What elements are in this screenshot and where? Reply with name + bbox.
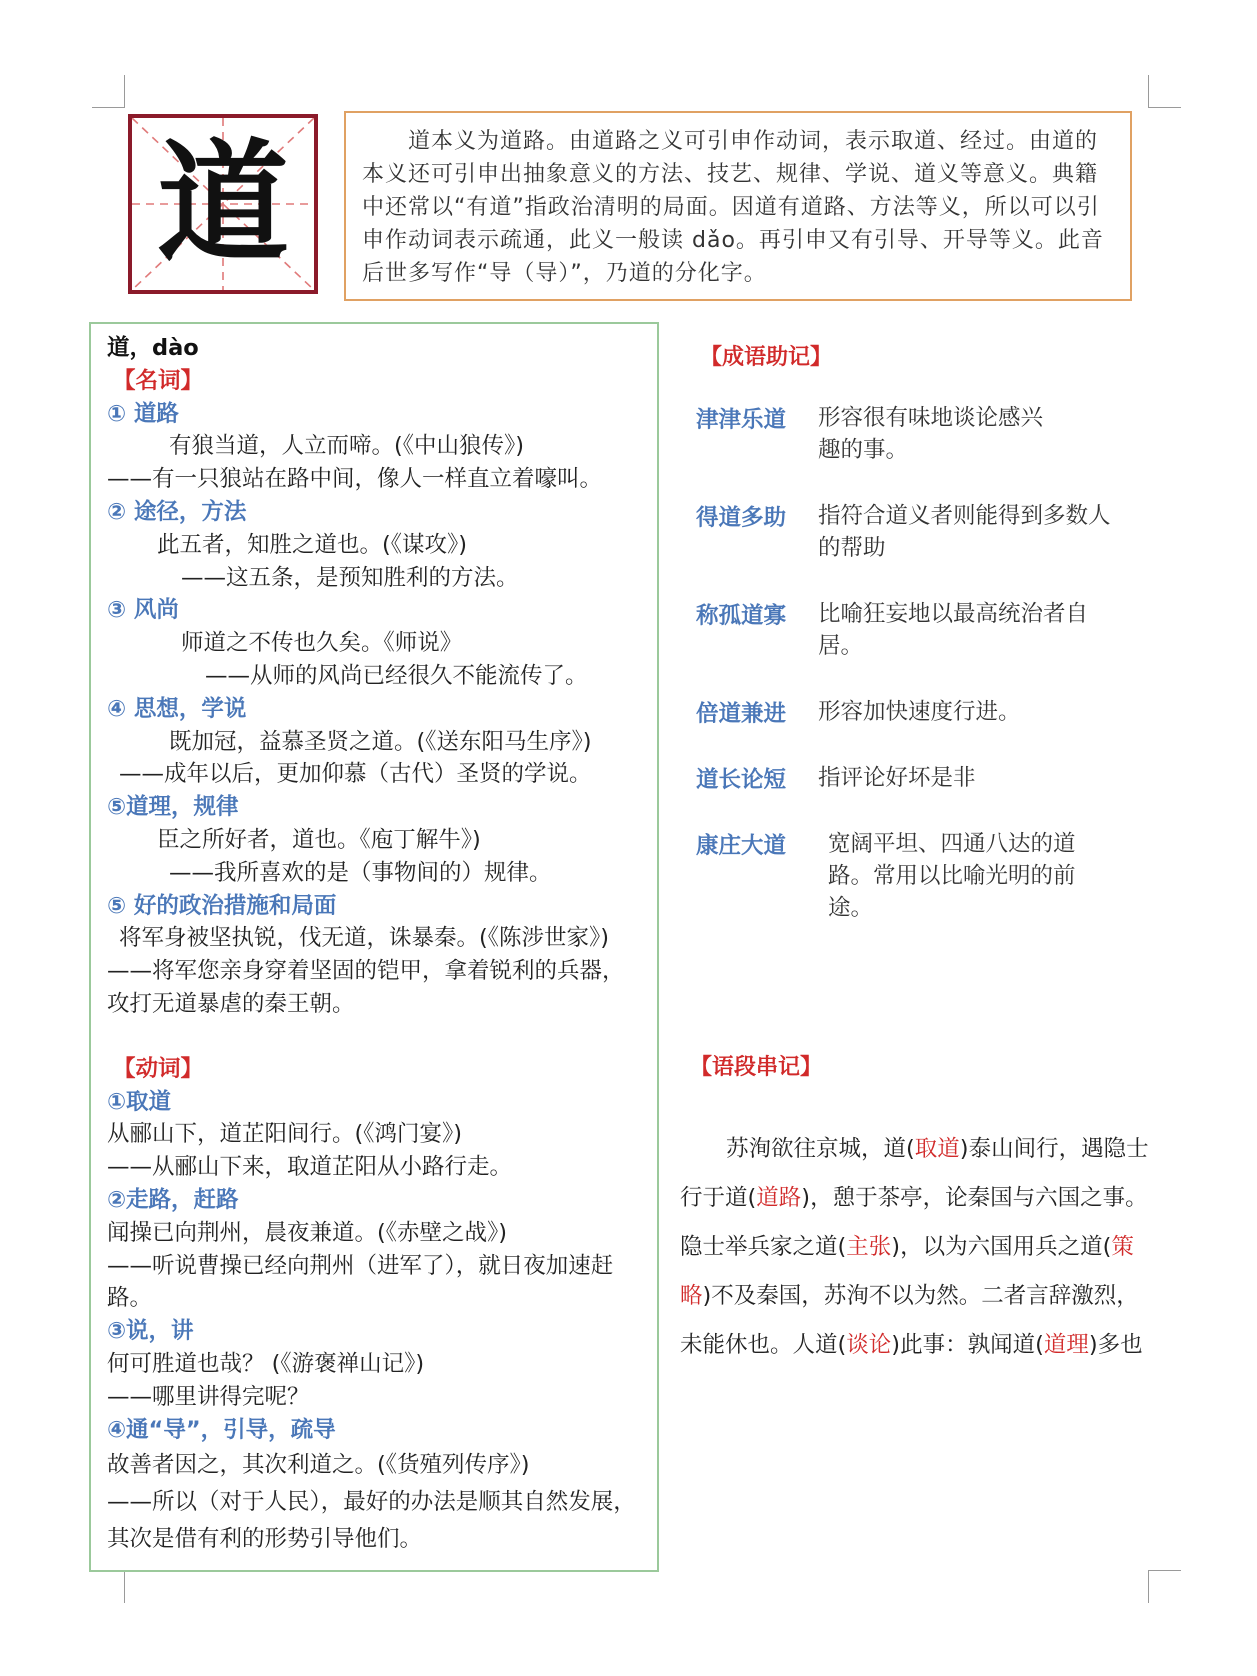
entry-heading: 道，dào bbox=[107, 335, 199, 361]
idiom-def: 比喻狂妄地以最高统治者自居。 bbox=[818, 601, 1089, 659]
main-character: 道 bbox=[157, 126, 289, 281]
sense-example: 既加冠，益慕圣贤之道。(《送东阳马生序》) bbox=[169, 728, 592, 755]
sense-label: ③说，讲 bbox=[107, 1318, 194, 1345]
sense-example: 何可胜道也哉？ (《游褒禅山记》) bbox=[107, 1350, 425, 1377]
passage-segment: )此事：孰闻道( bbox=[891, 1332, 1044, 1358]
passage-segment: )泰山间行，遇隐士行于道( bbox=[680, 1136, 1149, 1211]
passage-segment: )不及秦国，苏洵不以为然。二者言辞激烈，未能休也。人道( bbox=[680, 1283, 1139, 1358]
intro-box bbox=[344, 111, 1132, 301]
sense-example: 有狼当道，人立而啼。(《中山狼传》) bbox=[169, 433, 525, 460]
sense-label: ②走路，赶路 bbox=[107, 1186, 239, 1213]
sense-translation: ——将军您亲身穿着坚固的铠甲，拿着锐利的兵器，攻打无道暴虐的秦王朝。 bbox=[107, 958, 625, 1017]
sense-label: ① 道路 bbox=[107, 400, 179, 427]
idiom-term: 得道多助 bbox=[696, 505, 787, 531]
sense-label: ⑤道理，规律 bbox=[107, 794, 239, 821]
sense-translation: ——我所喜欢的是（事物间的）规律。 bbox=[169, 859, 552, 886]
sense-label: ⑤ 好的政治措施和局面 bbox=[107, 892, 337, 919]
crop-mark-top-left bbox=[92, 75, 125, 108]
sense-example: 闻操已向荆州，晨夜兼道。(《赤壁之战》) bbox=[107, 1219, 508, 1246]
passage-segment: )，憩于茶亭，论秦国与六国之事。隐士举兵家之道( bbox=[680, 1185, 1148, 1260]
character-grid bbox=[128, 114, 318, 294]
idiom-term: 津津乐道 bbox=[696, 407, 787, 433]
passage-segment: )多也 bbox=[1088, 1332, 1143, 1358]
sense-translation: ——从郦山下来，取道芷阳从小路行走。 bbox=[107, 1154, 513, 1181]
sense-label: ② 途径，方法 bbox=[107, 498, 247, 525]
idiom-def: 指评论好坏是非 bbox=[818, 765, 976, 791]
sense-translation: ——听说曹操已经向荆州（进军了），就日夜加速赶路。 bbox=[107, 1252, 614, 1312]
crop-mark-top-right bbox=[1148, 75, 1181, 108]
passage-segment: 苏洵欲往京城，道( bbox=[726, 1136, 915, 1162]
idioms-title: 【成语助记】 bbox=[700, 345, 833, 370]
highlight-meaning: 策略 bbox=[680, 1234, 1134, 1309]
highlight-meaning: 道路 bbox=[756, 1185, 802, 1211]
noun-label: 【名词】 bbox=[113, 367, 204, 394]
sense-label: ①取道 bbox=[107, 1088, 172, 1115]
idiom-term: 倍道兼进 bbox=[696, 701, 787, 727]
idiom-term: 康庄大道 bbox=[696, 833, 787, 859]
highlight-meaning: 谈论 bbox=[846, 1332, 892, 1358]
verb-label: 【动词】 bbox=[113, 1055, 204, 1082]
sense-translation: ——所以（对于人民），最好的办法是顺其自然发展，其次是借有利的形势引导他们。 bbox=[107, 1489, 636, 1553]
sense-translation: ——成年以后，更加仰慕（古代）圣贤的学说。 bbox=[119, 761, 592, 788]
sense-example: 此五者，知胜之道也。(《谋攻》) bbox=[157, 531, 468, 558]
sense-translation: ——哪里讲得完呢？ bbox=[107, 1383, 310, 1410]
highlight-meaning: 主张 bbox=[846, 1234, 892, 1260]
intro-text: 道本义为道路。由道路之义可引申作动词，表示取道、经过。由道的本义还可引申出抽象意义的方法、技艺、规律、学说、道义等意义。典籍中还常以“有道”指政治清明的局面。因道有道路、方法等义，所以可以引申作动词表示疏通，此义一般读 dǎo。再引申又有引导、开导等义。此音后世多写作“导（导）”，乃道的分化字。 bbox=[362, 129, 1104, 286]
sense-example: 师道之不传也久矣。《师说》 bbox=[181, 630, 463, 657]
passage-segment: )，以为六国用兵之道( bbox=[891, 1234, 1112, 1260]
sense-label: ④通“导”，引导，疏导 bbox=[107, 1416, 336, 1443]
highlight-meaning: 道理 bbox=[1043, 1332, 1089, 1358]
passage-title: 【语段串记】 bbox=[690, 1055, 823, 1080]
crop-mark-bottom-right bbox=[1148, 1570, 1181, 1603]
sense-example: 从郦山下，道芷阳间行。(《鸿门宴》) bbox=[107, 1121, 463, 1148]
sense-label: ④ 思想，学说 bbox=[107, 695, 247, 722]
idiom-def: 形容很有味地谈论感兴趣的事。 bbox=[818, 405, 1044, 463]
passage-text bbox=[680, 1125, 1155, 1370]
idiom-def: 形容加快速度行进。 bbox=[818, 699, 1021, 725]
sense-translation: ——这五条，是预知胜利的方法。 bbox=[181, 564, 519, 591]
spacer bbox=[107, 1021, 645, 1053]
definition-panel bbox=[89, 322, 659, 1572]
idiom-def: 宽阔平坦、四通八达的道路。常用以比喻光明的前途。 bbox=[828, 831, 1076, 921]
idiom-term: 称孤道寡 bbox=[696, 603, 787, 629]
sense-translation: ——有一只狼站在路中间，像人一样直立着嚎叫。 bbox=[107, 466, 603, 493]
highlight-meaning: 取道 bbox=[914, 1136, 960, 1162]
idiom-def: 指符合道义者则能得到多数人的帮助 bbox=[818, 503, 1111, 561]
sense-translation: ——从师的风尚已经很久不能流传了。 bbox=[205, 662, 588, 689]
sense-label: ③ 风尚 bbox=[107, 597, 179, 624]
crop-mark-bottom-left bbox=[92, 1570, 125, 1603]
sense-example: 将军身被坚执锐，伐无道，诛暴秦。(《陈涉世家》) bbox=[119, 925, 610, 952]
sense-example: 臣之所好者，道也。《庖丁解牛》) bbox=[157, 826, 481, 853]
idiom-term: 道长论短 bbox=[696, 767, 787, 793]
sense-example: 故善者因之，其次利道之。(《货殖列传序》) bbox=[107, 1452, 530, 1479]
